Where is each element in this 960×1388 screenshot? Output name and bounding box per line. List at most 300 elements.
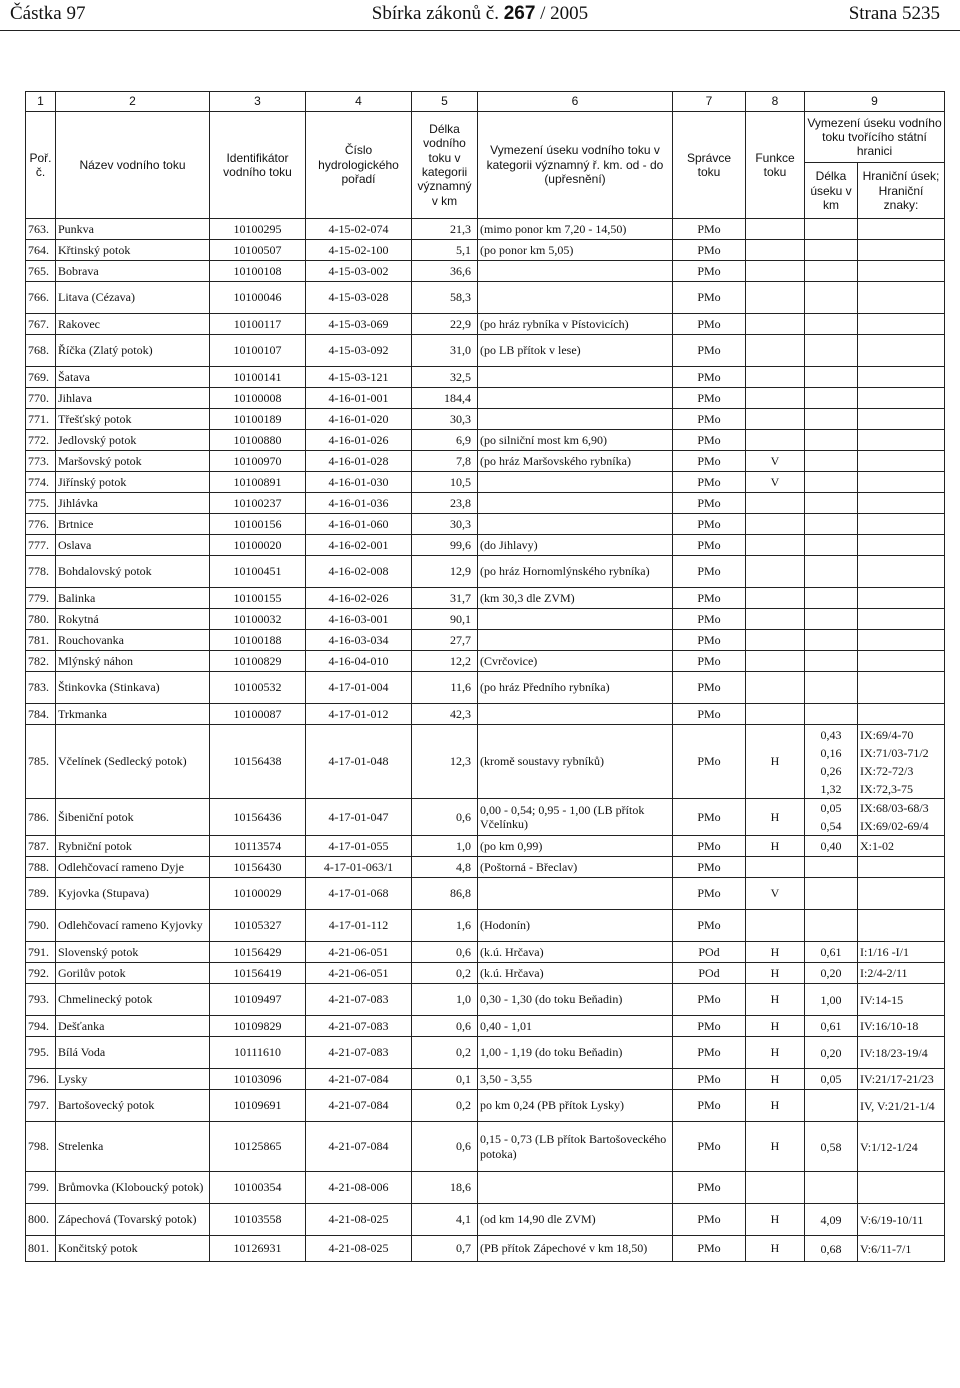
border-markers-cell xyxy=(858,335,945,367)
colnum-6: 6 xyxy=(478,92,673,112)
river-name: Jihlava xyxy=(56,388,210,409)
section-definition: (k.ú. Hrčava) xyxy=(478,942,673,963)
table-row xyxy=(26,335,945,367)
section-definition xyxy=(478,609,673,630)
section-definition: 0,00 - 0,54; 0,95 - 1,00 (LB přítok Včelínku) xyxy=(478,799,673,836)
river-function: H xyxy=(746,1090,805,1122)
issue-part: Částka 97 xyxy=(10,3,86,24)
border-markers-cell xyxy=(858,409,945,430)
page-number: Strana 5235 xyxy=(848,3,940,24)
river-length: 0,2 xyxy=(412,1090,478,1122)
row-number: 775. xyxy=(26,493,56,514)
river-name: Kyjovka (Stupava) xyxy=(56,878,210,910)
table-row xyxy=(26,942,945,963)
river-identifier: 10105327 xyxy=(210,910,306,942)
administrator: PMo xyxy=(673,630,746,651)
administrator: PMo xyxy=(673,799,746,836)
administrator: PMo xyxy=(673,556,746,588)
river-identifier: 10100029 xyxy=(210,878,306,910)
river-length: 22,9 xyxy=(412,314,478,335)
row-number: 796. xyxy=(26,1069,56,1090)
river-name: Třešťský potok xyxy=(56,409,210,430)
border-length-cell xyxy=(805,514,858,535)
row-number: 791. xyxy=(26,942,56,963)
river-function xyxy=(746,282,805,314)
row-number: 787. xyxy=(26,836,56,857)
border-markers-cell xyxy=(858,282,945,314)
section-definition: 1,00 - 1,19 (do toku Beňadin) xyxy=(478,1037,673,1069)
table-row xyxy=(26,282,945,314)
river-function xyxy=(746,388,805,409)
border-length-cell xyxy=(805,1236,858,1262)
row-number: 783. xyxy=(26,672,56,704)
hydro-order: 4-15-02-074 xyxy=(306,219,412,240)
border-markers-cell xyxy=(858,799,945,836)
administrator: PMo xyxy=(673,1090,746,1122)
border-length-cell xyxy=(805,878,858,910)
section-definition: (po hráz Maršovského rybníka) xyxy=(478,451,673,472)
border-marker: IX:69/4-70 xyxy=(860,727,914,742)
border-length-cell xyxy=(805,630,858,651)
law-number: 267 xyxy=(503,3,536,24)
administrator: PMo xyxy=(673,651,746,672)
border-length-cell xyxy=(805,588,858,609)
river-identifier: 10100829 xyxy=(210,651,306,672)
river-length: 31,0 xyxy=(412,335,478,367)
river-length: 1,0 xyxy=(412,836,478,857)
border-markers-cell xyxy=(858,725,945,799)
river-name: Dešťanka xyxy=(56,1016,210,1037)
river-function: H xyxy=(746,984,805,1016)
hydro-order: 4-17-01-048 xyxy=(306,725,412,799)
table-row xyxy=(26,609,945,630)
administrator: PMo xyxy=(673,588,746,609)
header-length: Délka vodního toku v kategorii významný v km xyxy=(412,112,478,219)
river-identifier: 10100880 xyxy=(210,430,306,451)
section-definition: (km 30,3 dle ZVM) xyxy=(478,588,673,609)
river-function: H xyxy=(746,1122,805,1172)
table-row xyxy=(26,910,945,942)
colnum-1: 1 xyxy=(26,92,56,112)
table-row xyxy=(26,588,945,609)
river-function xyxy=(746,556,805,588)
administrator: PMo xyxy=(673,335,746,367)
border-length-cell xyxy=(805,335,858,367)
border-marker: IV:16/10-18 xyxy=(860,1019,919,1033)
section-definition: (od km 14,90 dle ZVM) xyxy=(478,1204,673,1236)
river-name: Slovenský potok xyxy=(56,942,210,963)
border-length-cell xyxy=(805,799,858,836)
border-markers-cell xyxy=(858,514,945,535)
river-length: 30,3 xyxy=(412,514,478,535)
column-numbers-row xyxy=(26,92,945,112)
hydro-order: 4-16-01-036 xyxy=(306,493,412,514)
border-length-cell xyxy=(805,451,858,472)
river-length: 0,6 xyxy=(412,799,478,836)
river-identifier: 10100087 xyxy=(210,704,306,725)
river-name: Odlehčovací rameno Dyje xyxy=(56,857,210,878)
table-row xyxy=(26,1204,945,1236)
river-length: 58,3 xyxy=(412,282,478,314)
section-definition: 0,30 - 1,30 (do toku Beňadin) xyxy=(478,984,673,1016)
river-function xyxy=(746,335,805,367)
section-definition: (po hráz Předního rybníka) xyxy=(478,672,673,704)
river-name: Brtnice xyxy=(56,514,210,535)
colnum-7: 7 xyxy=(673,92,746,112)
administrator: PMo xyxy=(673,1122,746,1172)
administrator: PMo xyxy=(673,409,746,430)
hydro-order: 4-16-03-034 xyxy=(306,630,412,651)
section-definition: (Cvrčovice) xyxy=(478,651,673,672)
row-number: 793. xyxy=(26,984,56,1016)
border-markers-cell xyxy=(858,493,945,514)
river-function xyxy=(746,704,805,725)
river-identifier: 10111610 xyxy=(210,1037,306,1069)
header-name: Název vodního toku xyxy=(56,112,210,219)
table-row xyxy=(26,367,945,388)
section-definition: (k.ú. Hrčava) xyxy=(478,963,673,984)
administrator: PMo xyxy=(673,451,746,472)
hydro-order: 4-15-03-092 xyxy=(306,335,412,367)
river-function: H xyxy=(746,799,805,836)
header-administrator: Správce toku xyxy=(673,112,746,219)
colnum-3: 3 xyxy=(210,92,306,112)
header-section: Vymezení úseku vodního toku v kategorii významný ř. km. od - do (upřesnění) xyxy=(478,112,673,219)
border-markers-cell xyxy=(858,942,945,963)
border-length: 1,32 xyxy=(820,781,842,796)
river-function xyxy=(746,240,805,261)
row-number: 778. xyxy=(26,556,56,588)
river-function xyxy=(746,314,805,335)
river-name: Odlehčovací rameno Kyjovky xyxy=(56,910,210,942)
river-identifier: 10100354 xyxy=(210,1172,306,1204)
colnum-4: 4 xyxy=(306,92,412,112)
river-length: 86,8 xyxy=(412,878,478,910)
river-name: Rakovec xyxy=(56,314,210,335)
border-length-cell xyxy=(805,430,858,451)
border-length: 0,43 xyxy=(820,727,842,742)
hydro-order: 4-21-08-006 xyxy=(306,1172,412,1204)
border-markers-cell xyxy=(858,367,945,388)
river-identifier: 10100295 xyxy=(210,219,306,240)
river-function xyxy=(746,857,805,878)
river-function xyxy=(746,535,805,556)
river-length: 0,2 xyxy=(412,963,478,984)
river-name: Trkmanka xyxy=(56,704,210,725)
row-number: 773. xyxy=(26,451,56,472)
border-length: 0,16 xyxy=(820,745,842,760)
section-definition: (po silniční most km 6,90) xyxy=(478,430,673,451)
border-markers-cell xyxy=(858,1037,945,1069)
border-markers-cell xyxy=(858,984,945,1016)
border-length: 0,40 xyxy=(820,839,842,853)
river-function xyxy=(746,651,805,672)
hydro-order: 4-21-07-083 xyxy=(306,984,412,1016)
hydro-order: 4-16-01-020 xyxy=(306,409,412,430)
administrator: PMo xyxy=(673,535,746,556)
river-length: 12,3 xyxy=(412,725,478,799)
border-length-cell xyxy=(805,651,858,672)
river-function: V xyxy=(746,472,805,493)
row-number: 799. xyxy=(26,1172,56,1204)
river-identifier: 10100532 xyxy=(210,672,306,704)
river-identifier: 10100507 xyxy=(210,240,306,261)
border-length-cell xyxy=(805,704,858,725)
column-headers-row xyxy=(26,112,945,163)
river-name: Křtinský potok xyxy=(56,240,210,261)
border-length-cell xyxy=(805,472,858,493)
border-marker: V:1/12-1/24 xyxy=(860,1139,918,1154)
river-identifier: 10100189 xyxy=(210,409,306,430)
river-function: H xyxy=(746,963,805,984)
row-number: 786. xyxy=(26,799,56,836)
row-number: 771. xyxy=(26,409,56,430)
hydro-order: 4-21-07-083 xyxy=(306,1016,412,1037)
border-markers-cell xyxy=(858,1122,945,1172)
section-definition: (mimo ponor km 7,20 - 14,50) xyxy=(478,219,673,240)
river-name: Rouchovanka xyxy=(56,630,210,651)
border-length-cell xyxy=(805,535,858,556)
river-function xyxy=(746,219,805,240)
administrator: PMo xyxy=(673,493,746,514)
river-function xyxy=(746,514,805,535)
administrator: PMo xyxy=(673,430,746,451)
row-number: 792. xyxy=(26,963,56,984)
river-identifier: 10100155 xyxy=(210,588,306,609)
border-marker: V:6/11-7/1 xyxy=(860,1241,912,1256)
border-markers-cell xyxy=(858,630,945,651)
section-definition: (po hráz rybníka v Pístovicích) xyxy=(478,314,673,335)
river-length: 12,9 xyxy=(412,556,478,588)
river-function xyxy=(746,261,805,282)
section-definition: (po ponor km 5,05) xyxy=(478,240,673,261)
border-markers-cell xyxy=(858,609,945,630)
border-length-cell xyxy=(805,409,858,430)
border-length-cell xyxy=(805,1172,858,1204)
river-identifier: 10103096 xyxy=(210,1069,306,1090)
hydro-order: 4-21-07-084 xyxy=(306,1122,412,1172)
river-name: Strelenka xyxy=(56,1122,210,1172)
river-name: Šatava xyxy=(56,367,210,388)
border-length-cell xyxy=(805,857,858,878)
border-marker: IV, V:21/21-1/4 xyxy=(860,1098,935,1113)
row-number: 768. xyxy=(26,335,56,367)
border-marker: I:2/4-2/11 xyxy=(860,966,908,980)
table-row xyxy=(26,514,945,535)
table-row xyxy=(26,984,945,1016)
river-name: Včelínek (Sedlecký potok) xyxy=(56,725,210,799)
river-name: Bílá Voda xyxy=(56,1037,210,1069)
border-markers-cell xyxy=(858,1090,945,1122)
river-function: V xyxy=(746,878,805,910)
administrator: PMo xyxy=(673,836,746,857)
border-marker: IV:21/17-21/23 xyxy=(860,1072,934,1086)
river-length: 0,6 xyxy=(412,942,478,963)
border-length-cell xyxy=(805,314,858,335)
river-name: Punkva xyxy=(56,219,210,240)
river-length: 6,9 xyxy=(412,430,478,451)
river-length: 31,7 xyxy=(412,588,478,609)
border-length-cell xyxy=(805,1069,858,1090)
border-marker: IX:69/02-69/4 xyxy=(860,819,929,833)
river-name: Litava (Cézava) xyxy=(56,282,210,314)
table-row xyxy=(26,725,945,799)
hydro-order: 4-16-02-026 xyxy=(306,588,412,609)
border-marker: IX:72,3-75 xyxy=(860,781,913,796)
river-identifier: 10100891 xyxy=(210,472,306,493)
border-length-cell xyxy=(805,1204,858,1236)
administrator: PMo xyxy=(673,1236,746,1262)
row-number: 784. xyxy=(26,704,56,725)
river-name: Zápechová (Tovarský potok) xyxy=(56,1204,210,1236)
table-row xyxy=(26,878,945,910)
border-length: 0,58 xyxy=(820,1139,842,1154)
hydro-order: 4-21-07-084 xyxy=(306,1090,412,1122)
river-identifier: 10100020 xyxy=(210,535,306,556)
section-definition: (Hodonín) xyxy=(478,910,673,942)
river-name: Jihlávka xyxy=(56,493,210,514)
border-markers-cell xyxy=(858,556,945,588)
row-number: 789. xyxy=(26,878,56,910)
administrator: PMo xyxy=(673,514,746,535)
administrator: PMo xyxy=(673,282,746,314)
river-name: Říčka (Zlatý potok) xyxy=(56,335,210,367)
border-length: 0,61 xyxy=(820,945,842,959)
collection-title xyxy=(0,3,960,25)
table-row xyxy=(26,1069,945,1090)
river-name: Oslava xyxy=(56,535,210,556)
collection-prefix: Sbírka zákonů č. xyxy=(371,3,499,24)
river-name: Štinkovka (Stinkava) xyxy=(56,672,210,704)
hydro-order: 4-21-08-025 xyxy=(306,1236,412,1262)
river-function xyxy=(746,910,805,942)
hydro-order: 4-16-01-026 xyxy=(306,430,412,451)
border-length: 0,20 xyxy=(820,966,842,980)
river-function: H xyxy=(746,1037,805,1069)
table-row xyxy=(26,1090,945,1122)
river-length: 99,6 xyxy=(412,535,478,556)
border-markers-cell xyxy=(858,878,945,910)
border-markers-cell xyxy=(858,472,945,493)
section-definition xyxy=(478,514,673,535)
border-length: 0,05 xyxy=(820,1072,842,1086)
administrator: PMo xyxy=(673,857,746,878)
hydro-order: 4-16-02-008 xyxy=(306,556,412,588)
border-length-cell xyxy=(805,942,858,963)
administrator: PMo xyxy=(673,1172,746,1204)
administrator: PMo xyxy=(673,261,746,282)
border-markers-cell xyxy=(858,535,945,556)
river-name: Bobrava xyxy=(56,261,210,282)
row-number: 774. xyxy=(26,472,56,493)
header-rule xyxy=(0,30,960,31)
border-marker: IV:14-15 xyxy=(860,992,904,1007)
river-length: 18,6 xyxy=(412,1172,478,1204)
border-markers-cell xyxy=(858,963,945,984)
river-length: 32,5 xyxy=(412,367,478,388)
border-marker: IV:18/23-19/4 xyxy=(860,1045,928,1060)
administrator: PMo xyxy=(673,672,746,704)
row-number: 801. xyxy=(26,1236,56,1262)
river-name: Šibeniční potok xyxy=(56,799,210,836)
administrator: PMo xyxy=(673,1016,746,1037)
row-number: 781. xyxy=(26,630,56,651)
colnum-5: 5 xyxy=(412,92,478,112)
border-markers-cell xyxy=(858,1016,945,1037)
river-function: H xyxy=(746,942,805,963)
river-length: 11,6 xyxy=(412,672,478,704)
river-identifier: 10125865 xyxy=(210,1122,306,1172)
row-number: 790. xyxy=(26,910,56,942)
row-number: 794. xyxy=(26,1016,56,1037)
administrator: PMo xyxy=(673,314,746,335)
border-markers-cell xyxy=(858,388,945,409)
row-number: 766. xyxy=(26,282,56,314)
administrator: PMo xyxy=(673,1204,746,1236)
river-length: 4,8 xyxy=(412,857,478,878)
river-length: 184,4 xyxy=(412,388,478,409)
border-markers-cell xyxy=(858,240,945,261)
border-length: 1,00 xyxy=(820,992,842,1007)
section-definition: (do Jihlavy) xyxy=(478,535,673,556)
section-definition xyxy=(478,261,673,282)
river-identifier: 10100188 xyxy=(210,630,306,651)
colnum-8: 8 xyxy=(746,92,805,112)
river-name: Mlýnský náhon xyxy=(56,651,210,672)
river-function: H xyxy=(746,1016,805,1037)
river-name: Bartošovecký potok xyxy=(56,1090,210,1122)
table-row xyxy=(26,1037,945,1069)
river-function xyxy=(746,588,805,609)
table-row xyxy=(26,672,945,704)
row-number: 769. xyxy=(26,367,56,388)
hydro-order: 4-16-01-028 xyxy=(306,451,412,472)
header-order: Poř. č. xyxy=(26,112,56,219)
river-length: 0,1 xyxy=(412,1069,478,1090)
administrator: PMo xyxy=(673,388,746,409)
table-row xyxy=(26,630,945,651)
table-row xyxy=(26,219,945,240)
table-row xyxy=(26,493,945,514)
border-markers-cell xyxy=(858,261,945,282)
administrator: PMo xyxy=(673,240,746,261)
border-marker: I:1/16 -I/1 xyxy=(860,945,909,959)
hydro-order: 4-16-02-001 xyxy=(306,535,412,556)
river-name: Lysky xyxy=(56,1069,210,1090)
header-border-markers: Hraniční úsek; Hraniční znaky: xyxy=(858,163,945,219)
river-identifier: 10156419 xyxy=(210,963,306,984)
river-function: H xyxy=(746,725,805,799)
page-header xyxy=(0,0,960,30)
administrator: PMo xyxy=(673,1037,746,1069)
row-number: 795. xyxy=(26,1037,56,1069)
table-row xyxy=(26,409,945,430)
river-function xyxy=(746,630,805,651)
section-definition xyxy=(478,630,673,651)
river-length: 0,6 xyxy=(412,1122,478,1172)
river-function xyxy=(746,609,805,630)
border-length-cell xyxy=(805,556,858,588)
administrator: PMo xyxy=(673,609,746,630)
table-row xyxy=(26,963,945,984)
row-number: 798. xyxy=(26,1122,56,1172)
colnum-2: 2 xyxy=(56,92,210,112)
row-number: 776. xyxy=(26,514,56,535)
river-length: 27,7 xyxy=(412,630,478,651)
table-row xyxy=(26,651,945,672)
border-length-cell xyxy=(805,1090,858,1122)
border-length-cell xyxy=(805,1037,858,1069)
